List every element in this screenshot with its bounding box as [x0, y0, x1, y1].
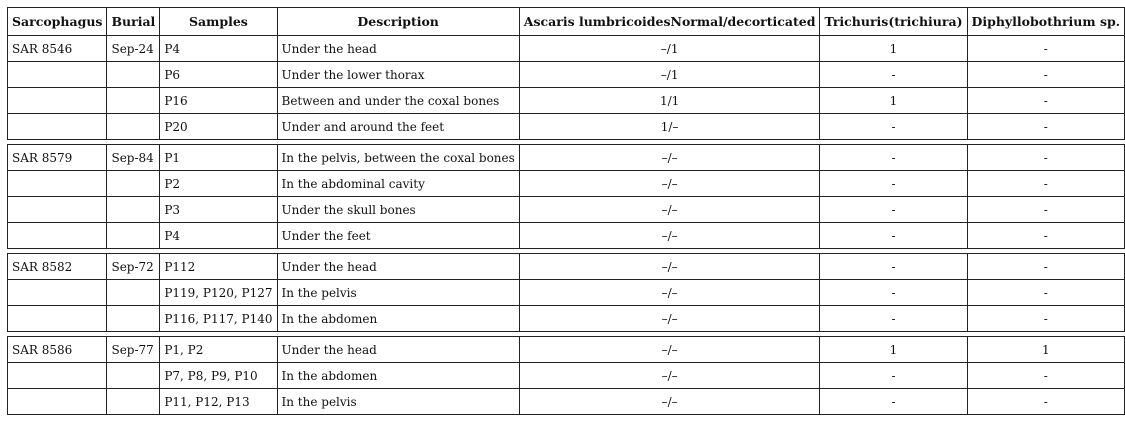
cell-trichuris: -	[820, 280, 967, 306]
cell-ascaris: –/–	[519, 280, 820, 306]
cell-burial	[107, 280, 160, 306]
table-row	[8, 306, 1125, 332]
cell-description: In the pelvis	[277, 280, 519, 306]
header-row	[8, 8, 1125, 36]
cell-description: Under the skull bones	[277, 197, 519, 223]
cell-samples: P1, P2	[160, 337, 277, 363]
cell-burial: Sep-84	[107, 145, 160, 171]
table-row	[8, 36, 1125, 62]
cell-sarcophagus	[8, 88, 107, 114]
cell-trichuris: -	[820, 389, 967, 415]
table-row	[8, 363, 1125, 389]
cell-sarcophagus	[8, 114, 107, 140]
cell-ascaris: –/1	[519, 36, 820, 62]
cell-trichuris: -	[820, 145, 967, 171]
header-sarcophagus: Sarcophagus	[8, 8, 107, 36]
cell-ascaris: –/–	[519, 171, 820, 197]
table-container	[7, 7, 1125, 415]
cell-diphyllobothrium: -	[967, 197, 1125, 223]
header-samples: Samples	[160, 8, 277, 36]
cell-samples: P1	[160, 145, 277, 171]
cell-burial: Sep-72	[107, 254, 160, 280]
cell-diphyllobothrium: -	[967, 88, 1125, 114]
table-row	[8, 280, 1125, 306]
header-ascaris: Ascaris lumbricoidesNormal/decorticated	[519, 8, 820, 36]
cell-description: In the abdomen	[277, 363, 519, 389]
cell-samples: P6	[160, 62, 277, 88]
table-row	[8, 254, 1125, 280]
cell-burial: Sep-24	[107, 36, 160, 62]
cell-burial	[107, 389, 160, 415]
cell-sarcophagus: SAR 8586	[8, 337, 107, 363]
cell-trichuris: -	[820, 114, 967, 140]
table-body	[8, 36, 1125, 415]
cell-trichuris: -	[820, 254, 967, 280]
cell-description: Under the head	[277, 337, 519, 363]
cell-sarcophagus	[8, 363, 107, 389]
cell-diphyllobothrium: -	[967, 36, 1125, 62]
table-row	[8, 389, 1125, 415]
cell-description: In the abdominal cavity	[277, 171, 519, 197]
cell-description: Under the feet	[277, 223, 519, 249]
header-description: Description	[277, 8, 519, 36]
cell-burial	[107, 171, 160, 197]
cell-trichuris: -	[820, 363, 967, 389]
cell-diphyllobothrium: -	[967, 171, 1125, 197]
cell-diphyllobothrium: -	[967, 254, 1125, 280]
cell-description: Under and around the feet	[277, 114, 519, 140]
header-trichuris: Trichuris(trichiura)	[820, 8, 967, 36]
table-row	[8, 171, 1125, 197]
cell-sarcophagus	[8, 280, 107, 306]
cell-sarcophagus	[8, 62, 107, 88]
cell-samples: P16	[160, 88, 277, 114]
cell-diphyllobothrium: -	[967, 114, 1125, 140]
cell-ascaris: –/–	[519, 223, 820, 249]
cell-samples: P3	[160, 197, 277, 223]
cell-description: Under the lower thorax	[277, 62, 519, 88]
cell-samples: P11, P12, P13	[160, 389, 277, 415]
cell-burial	[107, 363, 160, 389]
cell-samples: P20	[160, 114, 277, 140]
cell-samples: P112	[160, 254, 277, 280]
table-row	[8, 114, 1125, 140]
cell-diphyllobothrium: -	[967, 306, 1125, 332]
cell-description: In the abdomen	[277, 306, 519, 332]
cell-ascaris: 1/1	[519, 88, 820, 114]
cell-burial	[107, 114, 160, 140]
cell-diphyllobothrium: -	[967, 62, 1125, 88]
table-row	[8, 88, 1125, 114]
cell-description: In the pelvis, between the coxal bones	[277, 145, 519, 171]
table-row	[8, 145, 1125, 171]
cell-trichuris: -	[820, 306, 967, 332]
cell-burial	[107, 306, 160, 332]
cell-ascaris: –/–	[519, 197, 820, 223]
cell-samples: P119, P120, P127	[160, 280, 277, 306]
cell-ascaris: –/–	[519, 306, 820, 332]
cell-diphyllobothrium: -	[967, 145, 1125, 171]
cell-description: Under the head	[277, 254, 519, 280]
table-row	[8, 62, 1125, 88]
cell-diphyllobothrium: -	[967, 280, 1125, 306]
cell-sarcophagus	[8, 171, 107, 197]
cell-diphyllobothrium: -	[967, 223, 1125, 249]
cell-trichuris: -	[820, 197, 967, 223]
cell-sarcophagus	[8, 197, 107, 223]
cell-ascaris: –/–	[519, 389, 820, 415]
cell-description: Between and under the coxal bones	[277, 88, 519, 114]
table-row	[8, 197, 1125, 223]
header-burial: Burial	[107, 8, 160, 36]
cell-sarcophagus: SAR 8579	[8, 145, 107, 171]
cell-samples: P2	[160, 171, 277, 197]
cell-samples: P4	[160, 36, 277, 62]
cell-ascaris: –/–	[519, 145, 820, 171]
cell-ascaris: –/–	[519, 337, 820, 363]
cell-trichuris: 1	[820, 88, 967, 114]
table-row	[8, 337, 1125, 363]
cell-ascaris: –/–	[519, 254, 820, 280]
parasite-table	[7, 7, 1125, 415]
cell-ascaris: –/–	[519, 363, 820, 389]
cell-burial	[107, 88, 160, 114]
cell-trichuris: 1	[820, 337, 967, 363]
cell-diphyllobothrium: 1	[967, 337, 1125, 363]
cell-sarcophagus	[8, 389, 107, 415]
cell-burial	[107, 223, 160, 249]
cell-trichuris: -	[820, 171, 967, 197]
cell-burial: Sep-77	[107, 337, 160, 363]
cell-burial	[107, 62, 160, 88]
cell-ascaris: –/1	[519, 62, 820, 88]
cell-trichuris: 1	[820, 36, 967, 62]
cell-samples: P7, P8, P9, P10	[160, 363, 277, 389]
cell-description: Under the head	[277, 36, 519, 62]
cell-trichuris: -	[820, 62, 967, 88]
header-diphyllobothrium: Diphyllobothrium sp.	[967, 8, 1125, 36]
cell-ascaris: 1/–	[519, 114, 820, 140]
cell-sarcophagus	[8, 223, 107, 249]
cell-burial	[107, 197, 160, 223]
cell-sarcophagus: SAR 8582	[8, 254, 107, 280]
cell-diphyllobothrium: -	[967, 363, 1125, 389]
table-row	[8, 223, 1125, 249]
cell-trichuris: -	[820, 223, 967, 249]
cell-sarcophagus: SAR 8546	[8, 36, 107, 62]
cell-samples: P116, P117, P140	[160, 306, 277, 332]
cell-description: In the pelvis	[277, 389, 519, 415]
cell-diphyllobothrium: -	[967, 389, 1125, 415]
cell-samples: P4	[160, 223, 277, 249]
cell-sarcophagus	[8, 306, 107, 332]
